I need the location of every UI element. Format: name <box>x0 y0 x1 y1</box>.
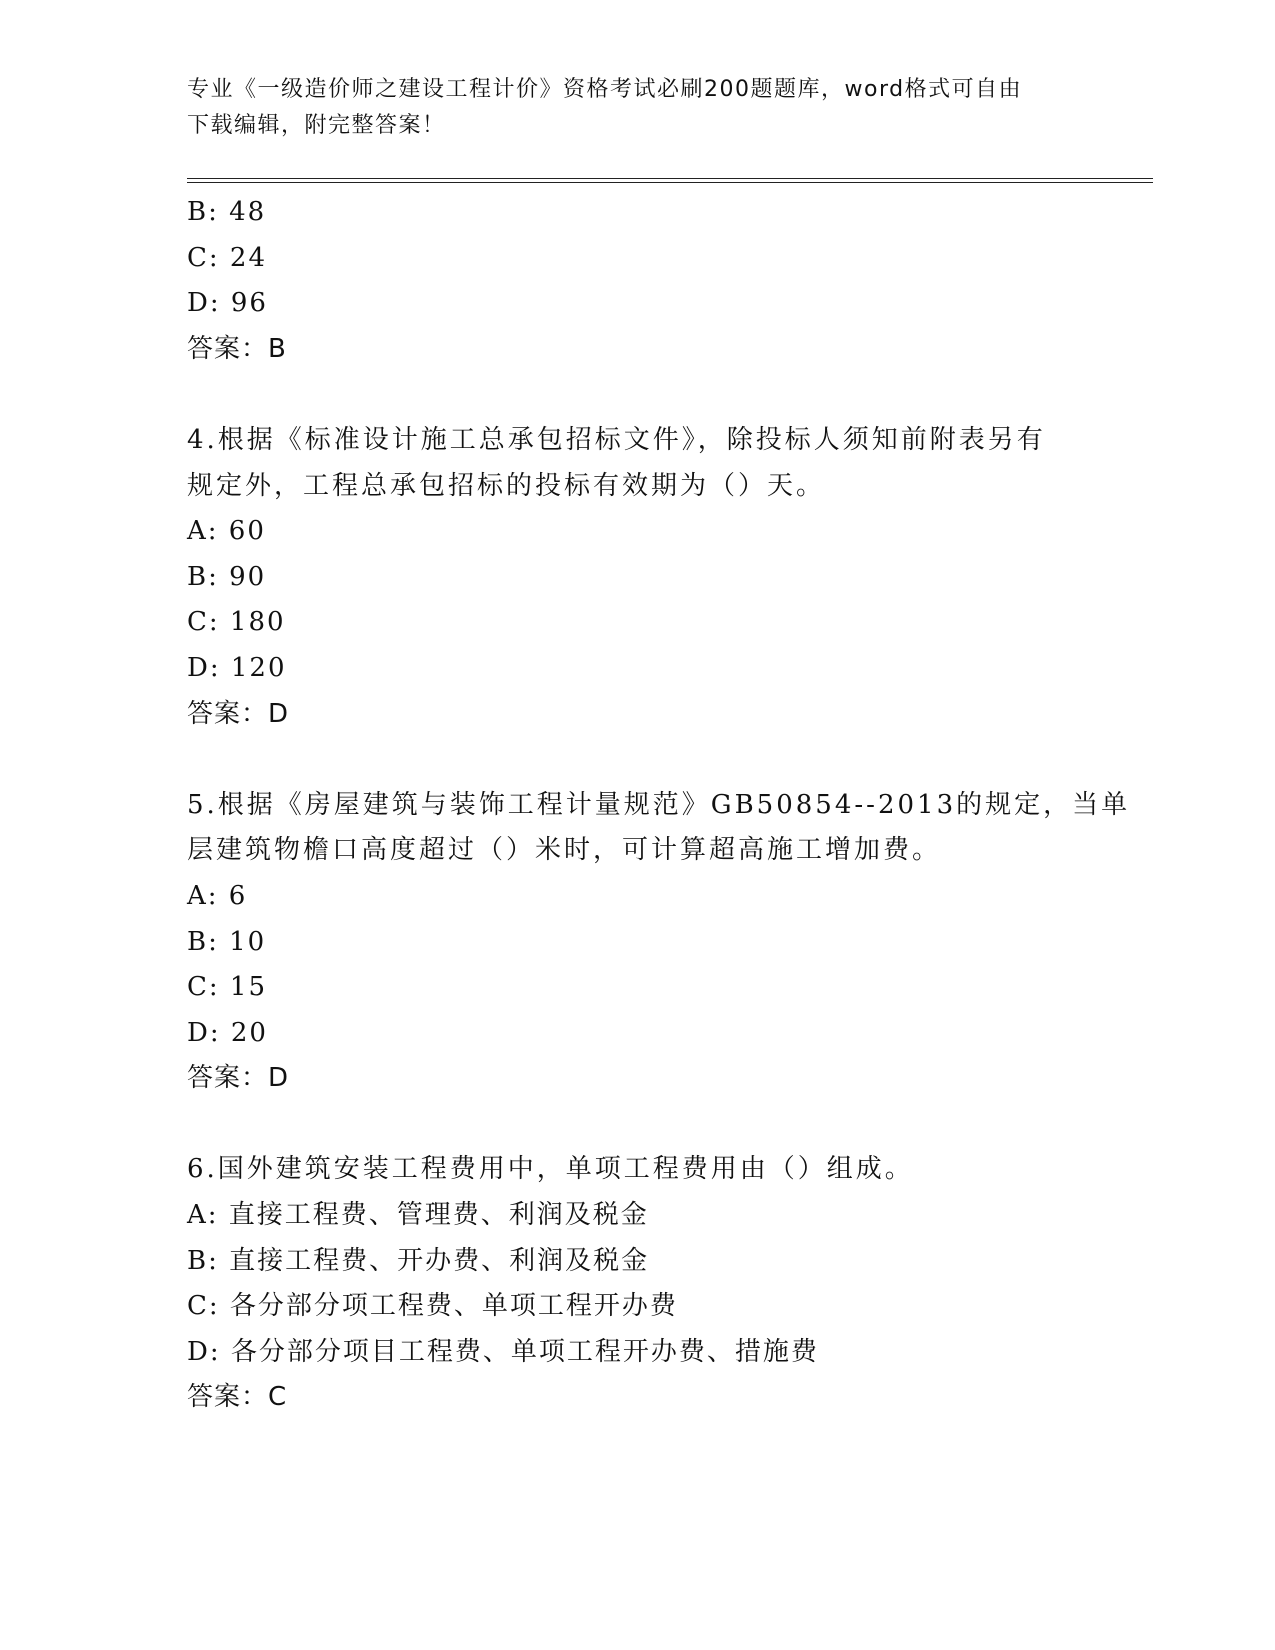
option-d: D: 各分部分项目工程费、单项工程开办费、措施费 <box>187 1336 819 1367</box>
document-body <box>187 190 1147 1421</box>
answer-line: 答案：D <box>187 1063 290 1094</box>
header-divider-bottom <box>187 182 1153 183</box>
question-5 <box>187 783 1147 1102</box>
option-a: A: 直接工程费、管理费、利润及税金 <box>187 1200 649 1231</box>
answer-line: 答案：B <box>187 333 287 364</box>
option-a: A: 60 <box>187 516 266 547</box>
option-b: B: 直接工程费、开办费、利润及税金 <box>187 1245 650 1276</box>
option-d: D: 20 <box>187 1017 268 1048</box>
option-c: C: 各分部分项工程费、单项工程开办费 <box>187 1291 678 1322</box>
option-a: A: 6 <box>187 880 248 911</box>
answer-line: 答案：C <box>187 1382 288 1413</box>
question-4 <box>187 418 1147 737</box>
option-c: C: 24 <box>187 242 268 273</box>
option-c: C: 15 <box>187 972 268 1003</box>
answer-line: 答案：D <box>187 698 290 729</box>
spacer <box>187 1102 1147 1148</box>
header-line-2: 下载编辑，附完整答案！ <box>187 113 446 138</box>
option-c: C: 180 <box>187 607 286 638</box>
spacer <box>187 372 1147 418</box>
header-divider-top <box>187 178 1153 179</box>
option-b: B: 48 <box>187 197 267 227</box>
spacer <box>187 737 1147 783</box>
option-d: D: 96 <box>187 288 268 319</box>
document-header <box>187 72 1087 144</box>
question-stem: 4.根据《标准设计施工总承包招标文件》，除投标人须知前附表另有 <box>187 424 1046 455</box>
option-d: D: 120 <box>187 652 287 683</box>
header-line-1: 专业《一级造价师之建设工程计价》资格考试必刷200题题库，word格式可自由 <box>187 77 1023 102</box>
question-3-continued <box>187 190 1147 372</box>
question-stem: 层建筑物檐口高度超过（）米时，可计算超高施工增加费。 <box>187 835 942 866</box>
question-6 <box>187 1147 1147 1421</box>
question-stem: 5.根据《房屋建筑与装饰工程计量规范》GB50854--2013的规定，当单 <box>187 789 1131 820</box>
question-stem: 6.国外建筑安装工程费用中，单项工程费用由（）组成。 <box>187 1154 914 1185</box>
option-b: B: 90 <box>187 561 267 592</box>
option-b: B: 10 <box>187 926 267 957</box>
question-stem: 规定外，工程总承包招标的投标有效期为（）天。 <box>187 470 826 501</box>
